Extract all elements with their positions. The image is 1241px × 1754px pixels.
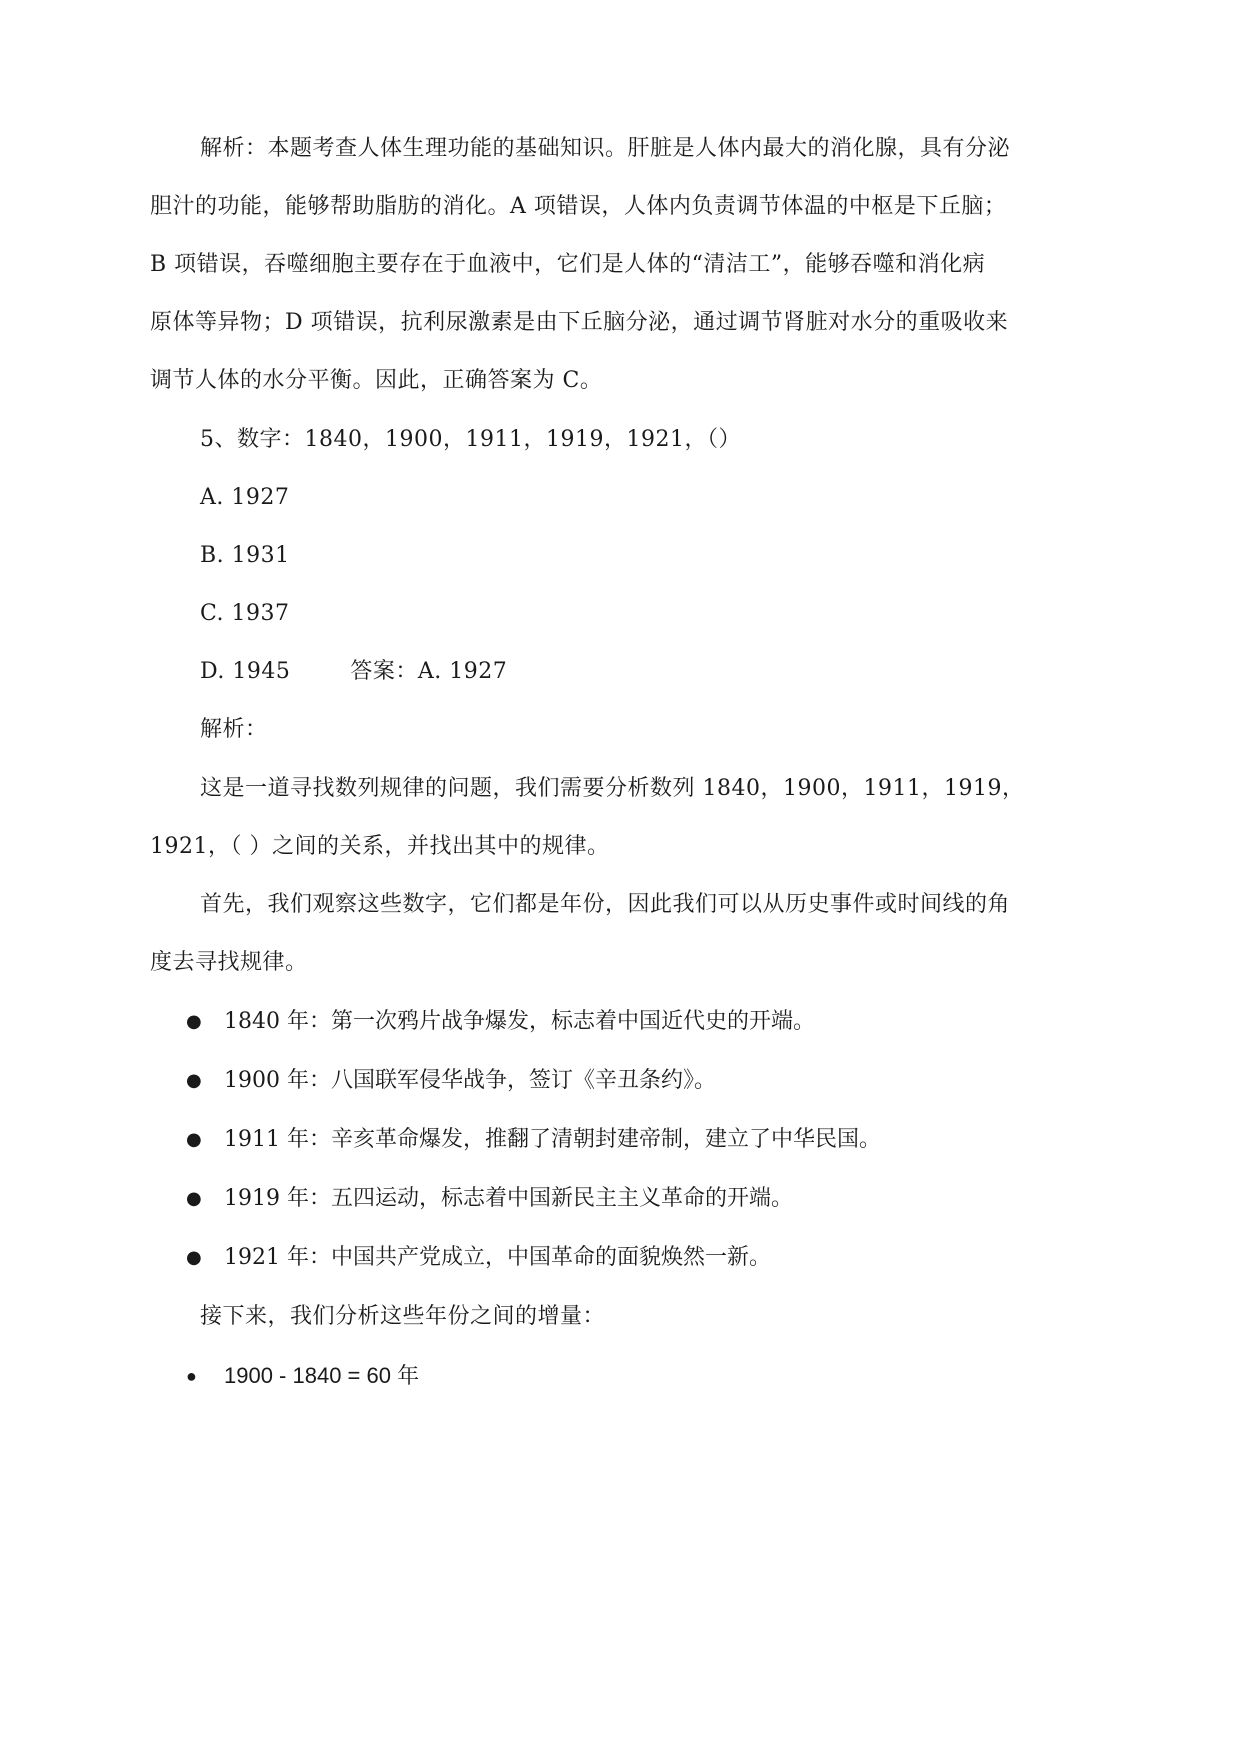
bullet-icon: ● — [186, 1070, 202, 1091]
list-item — [186, 1184, 1106, 1214]
prev-explanation-line-1: 解析：本题考查人体生理功能的基础知识。肝脏是人体内最大的消化腺，具有分泌 — [200, 136, 1011, 161]
analysis-para3: 接下来，我们分析这些年份之间的增量： — [200, 1304, 606, 1329]
event-1921: 1921 年：中国共产党成立，中国革命的面貌焕然一新。 — [224, 1245, 771, 1270]
list-item — [186, 1125, 1106, 1155]
option-a: A. 1927 — [200, 485, 290, 510]
analysis-para2-line-2: 度去寻找规律。 — [150, 950, 308, 975]
bullet-icon: ● — [186, 1011, 202, 1032]
bullet-icon: ● — [186, 1366, 197, 1386]
prev-explanation-line-5: 调节人体的水分平衡。因此，正确答案为 C。 — [150, 368, 603, 393]
bullet-icon: ● — [186, 1129, 202, 1150]
option-d-row — [200, 657, 1160, 687]
increment-1: 1900 - 1840 = 60 年 — [224, 1363, 420, 1388]
bullet-icon: ● — [186, 1247, 202, 1268]
analysis-para1-line-2: 1921，（ ）之间的关系，并找出其中的规律。 — [150, 834, 610, 859]
event-1840: 1840 年：第一次鸦片战争爆发，标志着中国近代史的开端。 — [224, 1009, 815, 1034]
event-1911: 1911 年：辛亥革命爆发，推翻了清朝封建帝制，建立了中华民国。 — [224, 1127, 881, 1152]
prev-explanation-line-2: 胆汁的功能，能够帮助脂肪的消化。A 项错误，人体内负责调节体温的中枢是下丘脑； — [150, 194, 1007, 219]
option-d: D. 1945 — [200, 659, 291, 684]
list-item — [186, 1007, 1106, 1037]
answer: 答案：A. 1927 — [350, 659, 508, 684]
analysis-para1-line-1: 这是一道寻找数列规律的问题，我们需要分析数列 1840，1900，1911，1919， — [200, 776, 1025, 801]
prev-explanation-line-4: 原体等异物；D 项错误，抗利尿激素是由下丘脑分泌，通过调节肾脏对水分的重吸收来 — [150, 310, 1009, 335]
list-item — [186, 1361, 1106, 1391]
option-b: B. 1931 — [200, 543, 290, 568]
question-stem: 5、数字：1840，1900，1911，1919，1921，（） — [200, 427, 741, 452]
analysis-para2-line-1: 首先，我们观察这些数字，它们都是年份，因此我们可以从历史事件或时间线的角 — [200, 892, 1011, 917]
list-item — [186, 1243, 1106, 1273]
event-1900: 1900 年：八国联军侵华战争，签订《辛丑条约》。 — [224, 1068, 716, 1093]
analysis-heading: 解析： — [200, 717, 268, 742]
bullet-icon: ● — [186, 1188, 202, 1209]
option-c: C. 1937 — [200, 601, 290, 626]
prev-explanation-line-3: B 项错误，吞噬细胞主要存在于血液中，它们是人体的“清洁工”，能够吞噬和消化病 — [150, 252, 986, 277]
event-1919: 1919 年：五四运动，标志着中国新民主主义革命的开端。 — [224, 1186, 793, 1211]
list-item — [186, 1066, 1106, 1096]
